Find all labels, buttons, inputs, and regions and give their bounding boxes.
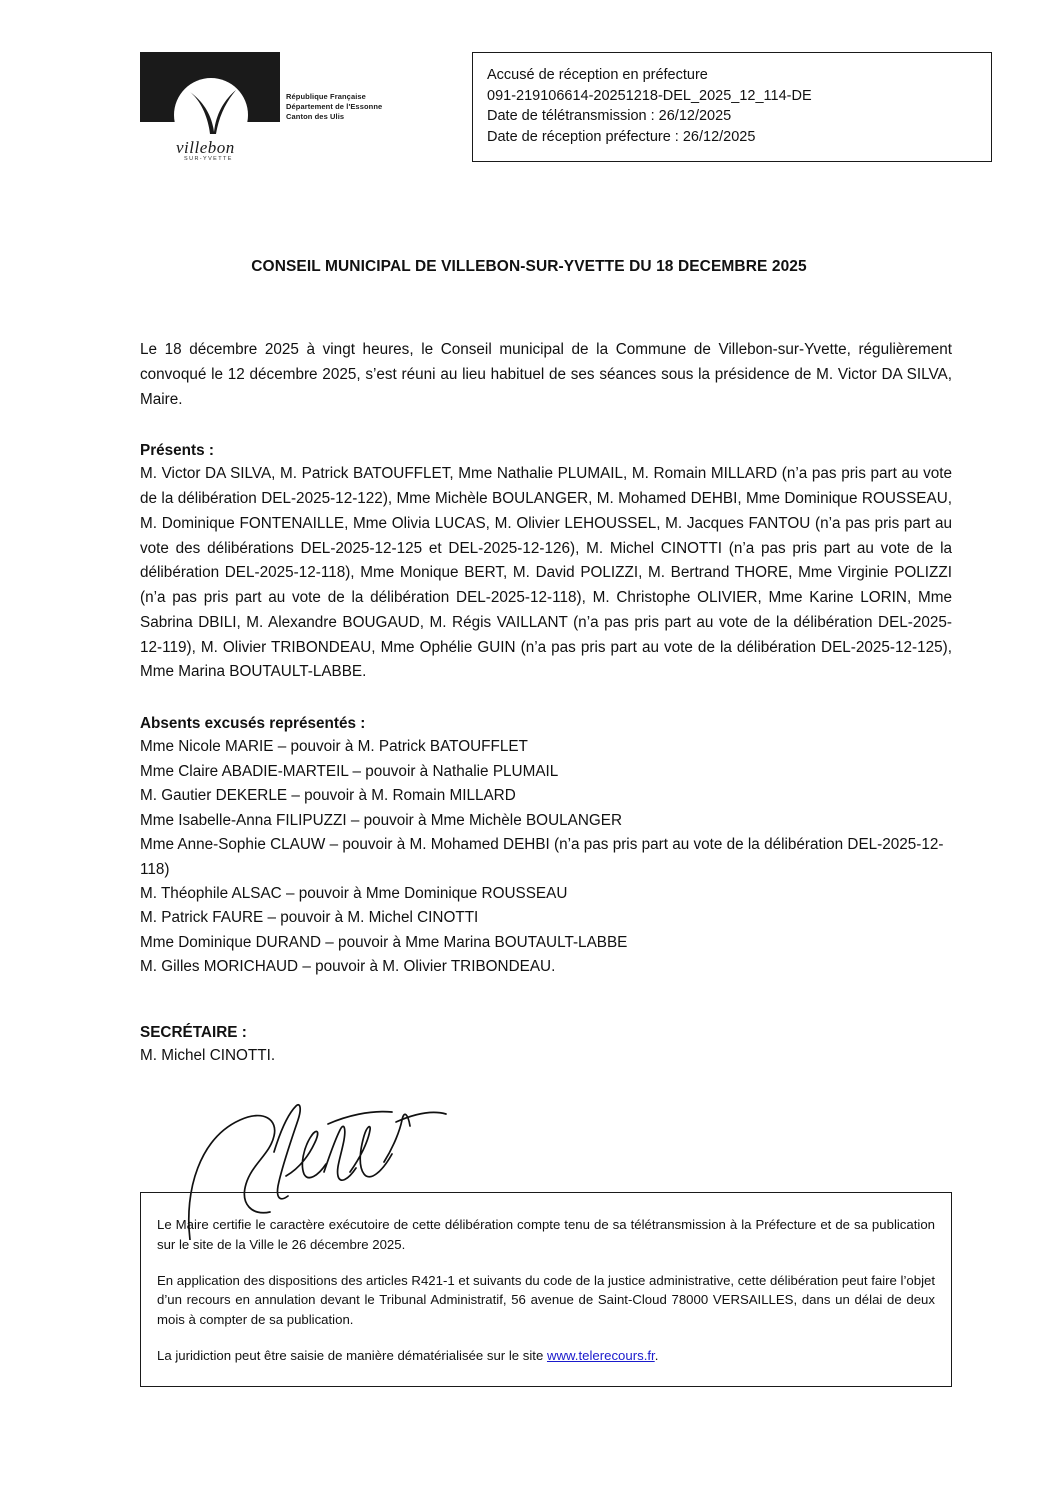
telerecours-period: . — [654, 1347, 659, 1363]
ack-line-reception-date: Date de réception préfecture : 26/12/2025 — [487, 128, 756, 145]
ack-line-title: Accusé de réception en préfecture — [487, 67, 708, 83]
legal-paragraph-appeal: En application des dispositions des articles R421-1 et suivants du code de la justice administrative, cette délibération peut faire l’objet d’un recours en annulation devant le Tribunal Administratif, 56 avenue de Saint-Cloud 78000 VERSAILLES, dans un délai de deux mois à compter de sa publication. — [157, 1272, 935, 1328]
list-item: Mme Claire ABADIE-MARTEIL – pouvoir à Nathalie PLUMAIL — [140, 762, 559, 780]
presents-heading: Présents : — [140, 442, 214, 460]
presents-list-text: M. Victor DA SILVA, M. Patrick BATOUFFLET, Mme Nathalie PLUMAIL, M. Romain MILLARD (n’a pas pris part au vote de la délibération DEL-2025-12-122), Mme Michèle BOULANGER, M. Mohamed DEHBI, Mme Dominique ROUSSEAU, M. Dominique FONTENAILLE, Mme Olivia LUCAS, M. Olivier LEHOUSSEL, M. Jacques FANTOU (n’a pas pris part au vote des délibérations DEL-2025-12-125 et DEL-2025-12-126), M. Michel CINOTTI (n’a pas pris part au vote de la délibération DEL-2025-12-118), Mme Monique BERT, M. David POLIZZI, M. Bertrand THORE, Mme Virginie POLIZZI (n’a pas pris part au vote de la délibération DEL-2025-12-118), M. Christophe OLIVIER, Mme Karine LORIN, Mme Sabrina DBILI, M. Alexandre BOUGAUD, M. Régis VAILLANT (n’a pas pris part au vote de la délibération DEL-2025-12-119), M. Olivier TRIBONDEAU, Mme Ophélie GUIN (n’a pas pris part au vote de la délibération DEL-2025-12-125), Mme Marina BOUTAULT-LABBE. — [140, 465, 952, 681]
telerecours-link[interactable]: www.telerecours.fr — [546, 1347, 655, 1363]
ack-line-transmission-date: Date de télétransmission : 26/12/2025 — [487, 108, 732, 125]
logo-admin-lines — [286, 92, 382, 122]
presents-section — [140, 442, 952, 685]
page-title: CONSEIL MUNICIPAL DE VILLEBON-SUR-YVETTE DU 18 DECEMBRE 2025 — [251, 258, 807, 275]
legal-paragraph-telerecours — [157, 1346, 935, 1366]
list-item: M. Gilles MORICHAUD – pouvoir à M. Olivier TRIBONDEAU. — [140, 958, 556, 976]
list-item: Mme Dominique DURAND – pouvoir à Mme Marina BOUTAULT-LABBE — [140, 933, 628, 951]
logo-line-canton: Canton des Ulis — [286, 112, 345, 122]
list-item: Mme Nicole MARIE – pouvoir à M. Patrick BATOUFFLET — [140, 738, 528, 756]
legal-paragraph-executory: Le Maire certifie le caractère exécutoire de cette délibération compte tenu de sa télétransmission à la Préfecture et de sa publication sur le site de la Ville le 26 décembre 2025. — [157, 1217, 935, 1252]
logo-mark-icon — [140, 52, 280, 170]
logo-wordmark: villebon — [176, 138, 235, 157]
acknowledgement-box — [472, 52, 992, 162]
secretary-section — [140, 1024, 952, 1068]
list-item: M. Patrick FAURE – pouvoir à M. Michel CINOTTI — [140, 909, 479, 927]
municipality-logo — [140, 52, 440, 172]
absents-heading: Absents excusés représentés : — [140, 715, 366, 733]
logo-check-icon — [186, 86, 238, 138]
list-item: M. Théophile ALSAC – pouvoir à Mme Dominique ROUSSEAU — [140, 885, 568, 902]
logo-line-department: Département de l'Essonne — [286, 102, 383, 112]
secretary-heading: SECRÉTAIRE : — [140, 1023, 247, 1041]
absents-section — [140, 715, 952, 980]
list-item: M. Gautier DEKERLE – pouvoir à M. Romain MILLARD — [140, 787, 516, 805]
list-item: Mme Isabelle-Anna FILIPUZZI – pouvoir à Mme Michèle BOULANGER — [140, 811, 623, 829]
logo-line-republic: République Française — [286, 92, 366, 101]
intro-paragraph: Le 18 décembre 2025 à vingt heures, le Conseil municipal de la Commune de Villebon-sur-Yvette, régulièrement convoqué le 12 décembre 2025, s’est réuni au lieu habituel de ses séances sous la présidence de M. Victor DA SILVA, Maire. — [140, 341, 952, 408]
telerecours-text: La juridiction peut être saisie de manière dématérialisée sur le site — [157, 1347, 547, 1363]
document-body — [140, 338, 952, 1068]
secretary-name: M. Michel CINOTTI. — [140, 1046, 276, 1064]
legal-notice-box — [140, 1192, 952, 1387]
proxy-list — [140, 735, 952, 980]
document-header — [0, 52, 1058, 172]
ack-line-reference: 091-219106614-20251218-DEL_2025_12_114-DE — [487, 87, 812, 104]
list-item: Mme Anne-Sophie CLAUW – pouvoir à M. Mohamed DEHBI (n’a pas pris part au vote de la délibération DEL-2025-12-118) — [140, 836, 944, 878]
logo-subtitle: SUR-YVETTE — [184, 156, 233, 162]
